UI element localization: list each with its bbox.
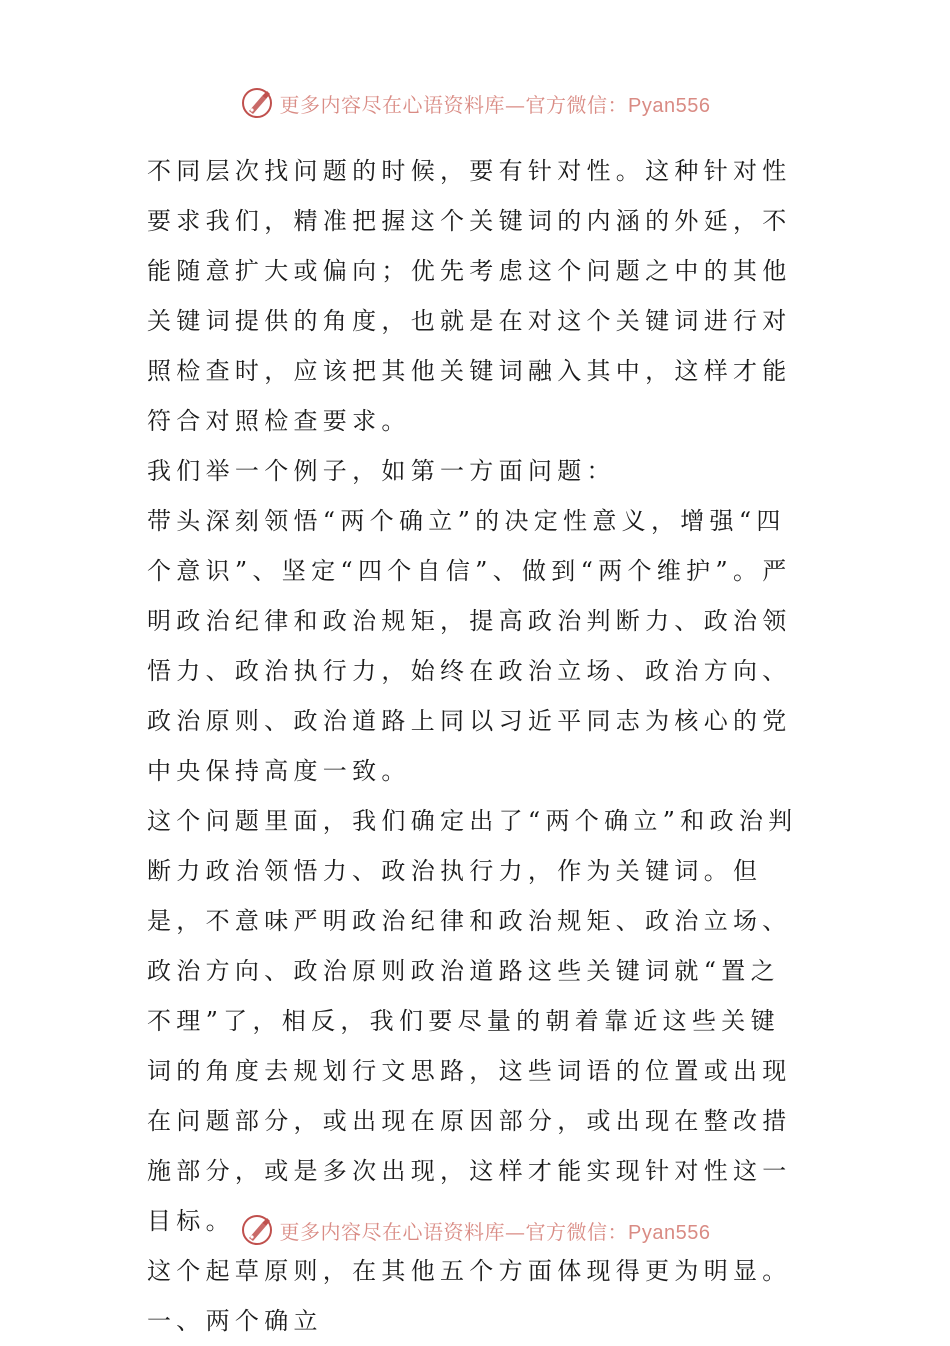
header-wechat-id: Pyan556: [628, 94, 711, 117]
paragraph-4: 这个问题里面，我们确定出了“两个确立”和政治判断力政治领悟力、政治执行力，作为关键词。但是，不意味严明政治纪律和政治规矩、政治立场、政治方向、政治原则政治道路这些关键词就“置之不理”了，相反，我们要尽量的朝着靠近这些关键词的角度去规划行文思路，这些词语的位置或出现在问题部分，或出现在原因部分，或出现在整改措施部分，或是多次出现，这样才能实现针对性这一目标。: [147, 807, 798, 1235]
paragraph-1: 不同层次找问题的时候，要有针对性。这种针对性要求我们，精准把握这个关键词的内涵的外延，不能随意扩大或偏向；优先考虑这个问题之中的其他关键词提供的角度，也就是在对这个关键词进行对照检查时，应该把其他关键词融入其中，这样才能符合对照检查要求。: [147, 157, 792, 435]
document-body: [147, 146, 807, 1346]
footer-wechat-id: Pyan556: [628, 1221, 711, 1244]
footer-banner-text: [280, 1216, 711, 1245]
footer-banner-label: 更多内容尽在心语资料库—官方微信：: [279, 1219, 629, 1244]
section-heading: 一、两个确立: [147, 1307, 323, 1335]
footer-banner: [0, 1205, 950, 1255]
header-banner: [0, 78, 950, 128]
paragraph-2: 我们举一个例子，如第一方面问题：: [147, 457, 616, 485]
paragraph-5: 这个起草原则，在其他五个方面体现得更为明显。: [147, 1257, 792, 1285]
header-banner-label: 更多内容尽在心语资料库—官方微信：: [279, 92, 629, 117]
pen-nib-logo-icon: [240, 86, 274, 120]
pen-nib-logo-icon: [240, 1213, 274, 1247]
paragraph-3: 带头深刻领悟“两个确立”的决定性意义，增强“四个意识”、坚定“四个自信”、做到“两个维护”。严明政治纪律和政治规矩，提高政治判断力、政治领悟力、政治执行力，始终在政治立场、政治方向、政治原则、政治道路上同以习近平同志为核心的党中央保持高度一致。: [147, 507, 792, 785]
header-banner-text: [280, 89, 711, 118]
